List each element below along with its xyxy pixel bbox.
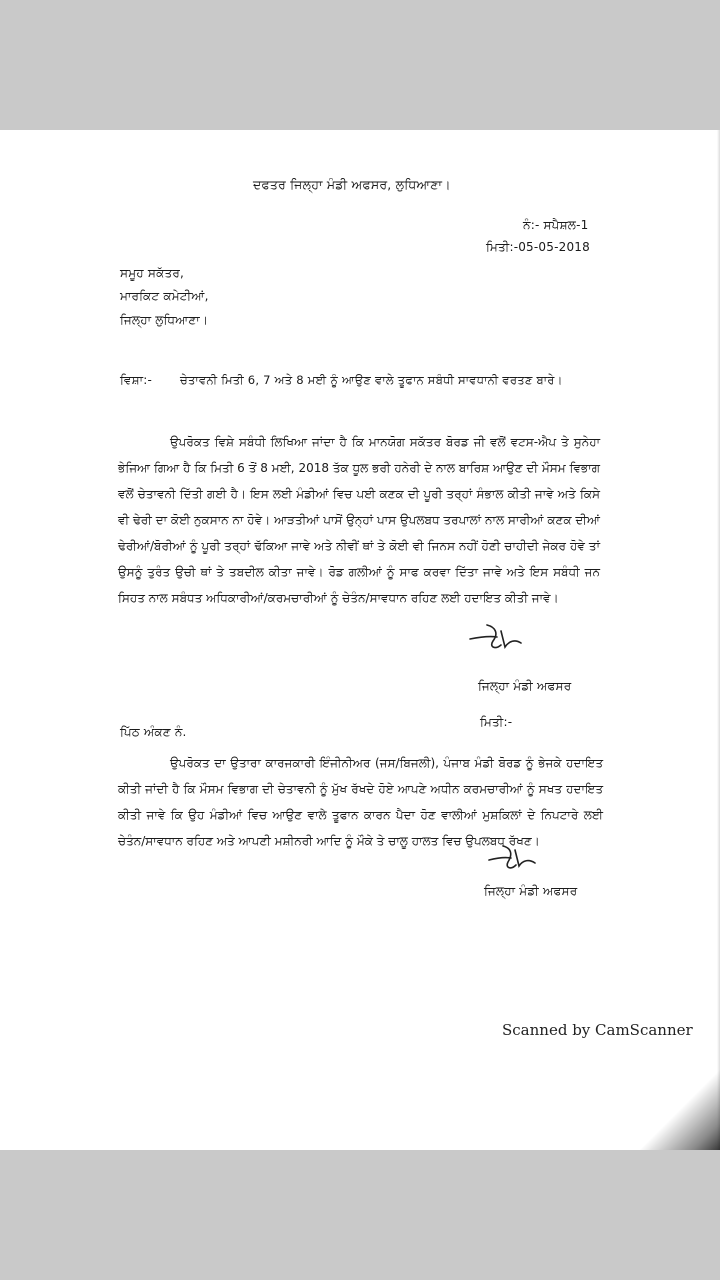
scanned-page — [0, 130, 720, 1150]
signatory-title-1: ਜਿਲ੍ਹਾ ਮੰਡੀ ਅਫਸਰ — [478, 679, 572, 693]
signature-2 — [485, 838, 545, 878]
subject-text: ਚੇਤਾਵਨੀ ਮਿਤੀ 6, 7 ਅਤੇ 8 ਮਈ ਨੂੰ ਆਉਣ ਵਾਲੇ ਤੂਫਾਨ ਸਬੰਧੀ ਸਾਵਧਾਨੀ ਵਰਤਣ ਬਾਰੇ। — [180, 373, 563, 387]
subject-label: ਵਿਸ਼ਾ:- — [120, 373, 152, 387]
body-paragraph: ਉਪਰੋਕਤ ਵਿਸ਼ੇ ਸਬੰਧੀ ਲਿਖਿਆ ਜਾਂਦਾ ਹੈ ਕਿ ਮਾਨਯੋਗ ਸਕੱਤਰ ਬੋਰਡ ਜੀ ਵਲੋਂ ਵਟਸ-ਐਪ ਤੇ ਸੁਨੇਹਾ ਭੇਜਿਆ ਗਿਆ ਹੈ ਕਿ ਮਿਤੀ 6 ਤੋਂ 8 ਮਈ, 2018 ਤੱਕ ਧੂਲ ਭਰੀ ਹਨੇਰੀ ਦੇ ਨਾਲ ਬਾਰਿਸ਼ ਆਉਣ ਦੀ ਮੌਸਮ ਵਿਭਾਗ ਵਲੋਂ ਚੇਤਾਵਨੀ ਦਿੱਤੀ ਗਈ ਹੈ। ਇਸ ਲਈ ਮੰਡੀਆਂ ਵਿਚ ਪਈ ਕਣਕ ਦੀ ਪੂਰੀ ਤਰ੍ਹਾਂ ਸੰਭਾਲ ਕੀਤੀ ਜਾਵੇ ਅਤੇ ਕਿਸੇ ਵੀ ਢੇਰੀ ਦਾ ਕੋਈ ਨੁਕਸਾਨ ਨਾ ਹੋਵੇ। ਆੜਤੀਆਂ ਪਾਸੋਂ ਉਨ੍ਹਾਂ ਪਾਸ ਉਪਲਬਧ ਤਰਪਾਲਾਂ ਨਾਲ ਸਾਰੀਆਂ ਕਣਕ ਦੀਆਂ ਢੇਰੀਆਂ/ਬੋਰੀਆਂ ਨੂੰ ਪੂਰੀ ਤਰ੍ਹਾਂ ਢੱਕਿਆ ਜਾਵੇ ਅਤੇ ਨੀਵੀਂ ਥਾਂ ਤੇ ਕੋਈ ਵੀ ਜਿਨਸ ਨਹੀਂ ਹੋਣੀ ਚਾਹੀਦੀ ਜੇਕਰ ਹੋਵੇ ਤਾਂ ਉਸਨੂੰ ਤੁਰੰਤ ਉਚੀ ਥਾਂ ਤੇ ਤਬਦੀਲ ਕੀਤਾ ਜਾਵੇ। ਰੋਡ ਗਲੀਆਂ ਨੂੰ ਸਾਫ ਕਰਵਾ ਦਿੱਤਾ ਜਾਵੇ ਅਤੇ ਇਸ ਸਬੰਧੀ ਜਨ ਸਿਹਤ ਨਾਲ ਸਬੰਧਤ ਅਧਿਕਾਰੀਆਂ/ਕਰਮਚਾਰੀਆਂ ਨੂੰ ਚੇਤੰਨ/ਸਾਵਧਾਨ ਰਹਿਣ ਲਈ ਹਦਾਇਤ ਕੀਤੀ ਜਾਵੇ। — [118, 435, 600, 605]
endorsement-label: ਪਿੱਠ ਅੰਕਣ ਨੰ. — [120, 725, 187, 739]
office-heading: ਦਫਤਰ ਜਿਲ੍ਹਾ ਮੰਡੀ ਅਫਸਰ, ਲੁਧਿਆਣਾ। — [253, 177, 451, 192]
endorsement-date: ਮਿਤੀ:- — [480, 715, 513, 729]
signatory-title-2: ਜਿਲ੍ਹਾ ਮੰਡੀ ਅਫਸਰ — [484, 884, 578, 898]
endorsement-paragraph: ਉਪਰੋਕਤ ਦਾ ਉਤਾਰਾ ਕਾਰਜਕਾਰੀ ਇੰਜੀਨੀਅਰ (ਜਸ/ਬਿਜਲੀ), ਪੰਜਾਬ ਮੰਡੀ ਬੋਰਡ ਨੂੰ ਭੇਜਕੇ ਹਦਾਇਤ ਕੀਤੀ ਜਾਂਦੀ ਹੈ ਕਿ ਮੌਸਮ ਵਿਭਾਗ ਦੀ ਚੇਤਾਵਨੀ ਨੂੰ ਮੁੱਖ ਰੱਖਦੇ ਹੋਏ ਆਪਣੇ ਅਧੀਨ ਕਰਮਚਾਰੀਆਂ ਨੂੰ ਸਖਤ ਹਦਾਇਤ ਕੀਤੀ ਜਾਵੇ ਕਿ ਉਹ ਮੰਡੀਆਂ ਵਿਚ ਆਉਣ ਵਾਲੇ ਤੂਫਾਨ ਕਾਰਨ ਪੈਦਾ ਹੋਣ ਵਾਲੀਆਂ ਮੁਸ਼ਕਿਲਾਂ ਦੇ ਨਿਪਟਾਰੇ ਲਈ ਚੇਤੰਨ/ਸਾਵਧਾਨ ਰਹਿਣ ਅਤੇ ਆਪਣੀ ਮਸ਼ੀਨਰੀ ਆਦਿ ਨੂੰ ਮੌਕੇ ਤੇ ਚਾਲੂ ਹਾਲਤ ਵਿਚ ਉਪਲਬਧ ਰੱਖਣ। — [118, 756, 603, 848]
page-corner-shadow — [630, 1060, 720, 1150]
addressee-line-1: ਸਮੂਹ ਸਕੱਤਰ, — [120, 266, 184, 280]
bottom-band — [0, 1150, 720, 1280]
signature-1 — [465, 617, 535, 659]
letter-date: ਮਿਤੀ:-05-05-2018 — [486, 240, 590, 254]
addressee-line-2: ਮਾਰਕਿਟ ਕਮੇਟੀਆਂ, — [120, 289, 209, 303]
addressee-line-3: ਜਿਲ੍ਹਾ ਲੁਧਿਆਣਾ। — [120, 313, 209, 327]
top-band — [0, 0, 720, 130]
reference-number: ਨੰ:- ਸਪੈਸ਼ਲ-1 — [523, 218, 589, 232]
camscanner-watermark: Scanned by CamScanner — [502, 1021, 693, 1039]
